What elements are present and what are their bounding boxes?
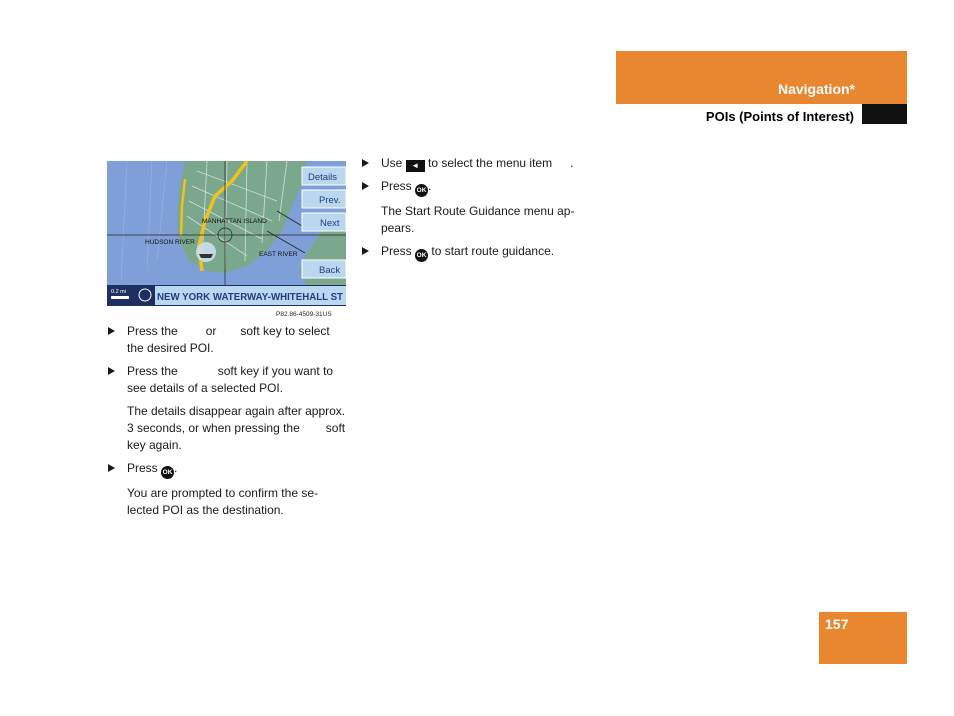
figure-caption: P82.86-4509-31US (276, 311, 332, 318)
map-graphic (107, 161, 346, 306)
instruction-item (362, 155, 602, 172)
left-column (108, 323, 348, 525)
hudson-river-label: HUDSON RIVER (145, 239, 195, 246)
info-paragraph: You are prompted to confirm the se-lected POI as the destination. (127, 486, 318, 517)
instruction-text: soft key if you want to see details of a selected POI. (127, 364, 334, 395)
instruction-text: Press the (127, 324, 178, 338)
softkey-next[interactable] (302, 213, 346, 231)
softkey-details[interactable] (302, 167, 346, 185)
ok-button-icon: OK (415, 184, 428, 197)
instruction-item (362, 243, 602, 262)
instruction-text: soft key to select the desired POI. (127, 324, 330, 355)
instruction-text: or (205, 324, 217, 338)
instruction-text: Use (381, 156, 403, 170)
instruction-text: to select the menu item (428, 156, 553, 170)
bullet-arrow-icon (362, 182, 369, 190)
paragraph-text: The details disappear again after approx. 3 seconds, or when pressing the (127, 404, 346, 435)
softkey-prev[interactable] (302, 190, 346, 208)
page-number-box (819, 612, 907, 664)
softkey-back[interactable] (302, 260, 346, 278)
ok-button-icon: OK (161, 466, 174, 479)
bullet-arrow-icon (362, 159, 369, 167)
ferry-poi-marker (196, 242, 216, 262)
instruction-text: . (428, 179, 432, 193)
east-river-label: EAST RIVER (259, 251, 298, 258)
instruction-text: . (570, 156, 574, 170)
page-number: 157 (825, 616, 849, 632)
instruction-item (108, 363, 348, 397)
instruction-text: . (174, 461, 178, 475)
map-scale-label: 0.2 mi (111, 289, 126, 295)
softkey-prev-label: Prev. (319, 195, 341, 206)
info-paragraph: The Start Route Guidance menu ap-pears. (381, 204, 575, 235)
info-paragraph (108, 403, 348, 454)
softkey-next-label: Next (320, 218, 340, 229)
header-black-tab (862, 104, 907, 124)
ferry-icon (199, 254, 213, 258)
manhattan-label: MANHATTAN ISLAND (202, 218, 267, 225)
navigation-map-screenshot (107, 161, 346, 306)
instruction-item (108, 323, 348, 357)
instruction-text: to start route guidance. (431, 244, 555, 258)
instruction-text: Press (381, 244, 412, 258)
softkey-back-label: Back (319, 265, 341, 276)
softkey-details-label: Details (308, 172, 338, 183)
instruction-text: Press (127, 461, 158, 475)
poi-name-text: NEW YORK WATERWAY-WHITEHALL ST (157, 292, 343, 303)
paragraph-text: soft key again. (127, 421, 346, 452)
bullet-arrow-icon (108, 367, 115, 375)
subsection-title: POIs (Points of Interest) (705, 109, 854, 124)
bullet-arrow-icon (108, 327, 115, 335)
bullet-arrow-icon (108, 464, 115, 472)
instruction-item (362, 178, 602, 197)
instruction-text: Press (381, 179, 412, 193)
header-orange-box (616, 51, 907, 104)
left-arrow-key-icon: ◄ (406, 160, 425, 172)
right-column (362, 155, 602, 268)
ok-button-icon: OK (415, 249, 428, 262)
section-title: Navigation* (777, 81, 855, 97)
map-scale-bar (111, 296, 129, 299)
instruction-item (108, 460, 348, 479)
bullet-arrow-icon (362, 247, 369, 255)
instruction-text: Press the (127, 364, 178, 378)
